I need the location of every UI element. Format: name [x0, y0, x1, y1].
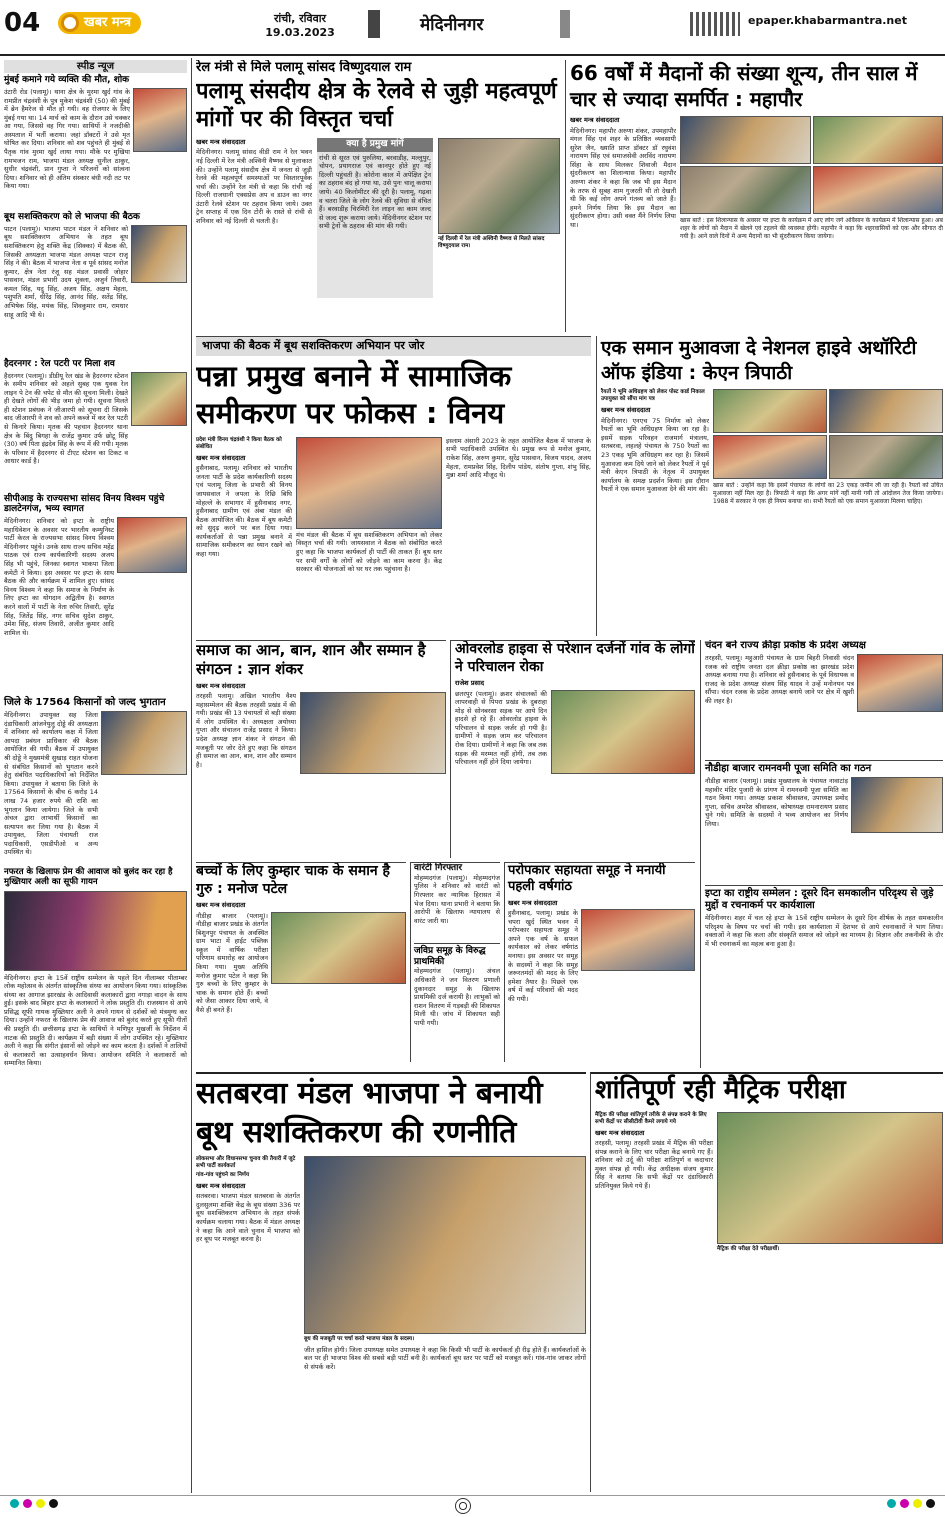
byline: खबर मन्त्र संवाददाता	[196, 1181, 246, 1190]
band-story	[196, 336, 591, 638]
story-headline: मुंबई कमाने गये व्यक्ति की मौत, शोक	[4, 75, 130, 86]
story-body: नौडीहा बाजार (पलामू)। प्रखंड मुख्यालय के पंचायत नावाटांड़ महावीर मंदिर पुजारी के प्रांगण में रामनवमी पूजा समिति का गठन किया गया। अध्यक्ष प्रकाश श्रीवास्तव, उपाध्यक्ष प्रमोद गुप्ता, सचिव अमरेश श्रीवास्तव, कोषाध्यक्ष रामनारायण प्रसाद चुने गये। समिति के सदस्यों ने भव्य आयोजन का निर्णय लिया।	[705, 777, 848, 828]
story-photo	[713, 435, 827, 479]
color-swatches	[885, 1499, 937, 1511]
divider	[368, 10, 380, 38]
logo-icon	[61, 14, 79, 32]
story-photo	[300, 692, 446, 774]
box-title: क्या है प्रमुख मांगें	[317, 138, 433, 152]
brand-logo	[58, 12, 141, 34]
headline: पलामू संसदीय क्षेत्र के रेलवे से जुड़ी महत्वपूर्ण मांगों पर की विस्तृत चर्चा	[196, 78, 557, 133]
story-photo	[829, 389, 943, 433]
photo-caption: बूथ की मजबूती पर चर्चा करते भाजपा मंडल के सदस्य।	[304, 1336, 415, 1342]
top-center-story	[196, 60, 560, 320]
story-photo	[133, 88, 187, 152]
kicker: भाजपा की बैठक में बूथ सशक्तिकरण अभियान पर जोर	[196, 337, 591, 356]
story-photo	[131, 225, 187, 283]
byline: खबर मन्त्र संवाददाता	[601, 406, 651, 415]
registration-mark-icon	[455, 1498, 471, 1517]
headline: 66 वर्षों में मैदानों की संख्या शून्य, तीन साल में चार से ज्यादा समर्पित : महापौर	[570, 61, 918, 111]
right-mid-story	[596, 336, 943, 636]
row3-left-story	[196, 640, 446, 858]
byline: खबर मन्त्र संवाददाता	[196, 453, 246, 462]
story-photo	[304, 1156, 586, 1334]
story-photo	[438, 138, 560, 234]
row3-right-stories	[700, 640, 943, 1068]
story-photo	[813, 116, 944, 164]
row4-right-story	[504, 862, 695, 1062]
story-body: छतरपुर (पलामू)। क्रशर संचालकों की लापरवाही से पिपरा प्रखंड के दुबराहा मोड़ से सोनबरसा सड़क पर आये दिन हादसे हो रहे हैं। ओवरलोड हाइवा के परिचालन से सड़क जर्जर हो गयी है। ग्रामीणों ने सड़क जाम कर परिचालन रोक दिया। ग्रामीणों ने कहा कि जब तक सड़क की मरम्मत नहीं होगी, तब तक परिचालन नहीं होने दिया जायेगा।	[455, 689, 547, 767]
photo-caption: मैट्रिक की परीक्षा देते परीक्षार्थी।	[717, 1245, 780, 1252]
bottom-left-story	[196, 1072, 586, 1492]
story-body: पाटन (पलामू)। भाजपा पाटन मंडल ने शनिवार को बूथ सशक्तिकरण अभियान के तहत बूथ सशक्तिकरण हेतु शक्ति केंद्र (सिक्का) में बैठक की, जिसकी अध्यक्षता भाजपा मंडल अध्यक्ष पाटन राजू सिंह ने की। बैठक में भाजपा नेता व पूर्व सांसद मनोज कुमार, क्षेत्र नेता रंजू सह मंडल प्रवासी जोहार पासवान, मंडल प्रभारी उदय शुक्ला, अजुर्न तिवारी, कमल सिंह, यदु सिंह, अजय सिंह, अक्षय मेहता, पशुपति शर्मा, धीरेंद्र सिंह, आनंद सिंह, सतेंद्र सिंह, अभिषेक सिंह, मयंक सिंह, शिवकुमार राम, रामधार साहू आदि भी थे।	[4, 224, 128, 319]
story-body: मेदिनीनगर। शनिवार को इप्टा के राष्ट्रीय महाधिवेशन के अवसर पर भारतीय कम्युनिस्ट पार्टी केरल के राज्यसभा सांसद विनय विश्वम मेदिनीनगर पहुंचे। उनके साथ राज्य सचिव महेंद्र पाठक एवं राज्य कार्यकारिणी सदस्य अजय सिंह भी पहुंचे, जिनका स्वागत भाकपा जिला कमेटी ने किया। इस अवसर पर इप्टा के साथ बैठक की और कार्यक्रम में शामिल हुए। सांसद विनय विश्वम ने कहा कि समाज के निर्माण के लिए इप्टा का योगदान अद्वितीय है। स्वागत करने वालों में पार्टी के नेता रुचिर तिवारी, सुरेंद्र सिंह, जितेंद्र सिंह, नगर सचिव सुदेश ठाकुर, उमेश सिंह, संजय तिवारी, अजीत कुमार आदि शामिल थे।	[4, 517, 114, 637]
byline: खबर मन्त्र संवाददाता	[508, 898, 558, 907]
bullet: लोकसभा और विधानसभा चुनाव की तैयारी में जुटे सभी पार्टी कार्यकर्ता	[196, 1156, 296, 1169]
story-photo	[101, 711, 187, 775]
story-photo	[131, 372, 187, 426]
swatch-yellow	[913, 1499, 922, 1508]
story-body: जीत हासिल होगी। जिला उपाध्यक्ष समेत उपाध्यक्ष ने कहा कि किसी भी पार्टी के कार्यकर्ता ही रीढ़ होते हैं। कार्यकर्ताओं के बल पर ही भाजपा विश्व की सबसे बड़ी पार्टी बनी है। कार्यकर्ता बूथ स्तर पर पार्टी को मजबूत करें। गांव-गांव जाकर लोगों से संपर्क करें।	[304, 1345, 586, 1372]
story-headline: बूथ सशक्तिकरण को ले भाजपा की बैठक	[4, 211, 140, 222]
byline: खबर मन्त्र संवाददाता	[595, 1128, 645, 1137]
story-body: इस्लाम अंसारी 2023 के तहत आयोजित बैठक में भाजपा के सभी पदाधिकारी उपस्थित थे। प्रमुख रूप से मनोज कुमार, राकेश सिंह, अरुण कुमार, सुरेंद्र पासवान, विजय यादव, अजय मेहता, रामप्रवेश सिंह, दिलीप पांडेय, संतोष गुप्ता, शंभु सिंह, मुन्ना शर्मा आदि मौजूद थे।	[446, 436, 591, 480]
headline: इप्टा का राष्ट्रीय सम्मेलन : दूसरे दिन समकालीन परिदृश्य से जुड़े मुद्दों व रचनाकर्म पर कार्यशाला	[705, 885, 943, 912]
story-photo	[680, 116, 811, 164]
swatch-magenta	[23, 1499, 32, 1508]
kicker: रेल मंत्री से मिले पलामू सांसद विष्णुदयाल राम	[196, 60, 412, 75]
swatch-black	[49, 1499, 58, 1508]
bottom-right-story	[590, 1072, 943, 1492]
headline: ओवरलोड हाइवा से परेशान दर्जनों गांव के लोगों ने परिचालन रोका	[455, 641, 695, 675]
story-body: तरहसी, पलामू। महुआरी पंचायत के ग्राम बिहरी निवासी चंदन रजक को राष्ट्रीय जनता दल क्रीड़ा प्रकोष्ठ का झारखंड प्रदेश अध्यक्ष बनाया गया है। शनिवार को हुसैनाबाद के पूर्व विधायक व राजद के प्रदेश अध्यक्ष संजय सिंह यादव ने उन्हें मनोनयन पत्र सौंपा। चंदन रजक के प्रदेश अध्यक्ष बनाये जाने पर क्षेत्र में खुशी की लहर है।	[705, 654, 854, 705]
bullet: गांव-गांव पहुंचने का निर्णय	[196, 1171, 250, 1178]
story-headline: सीपीआइ के राज्यसभा सांसद विनय विश्वम पहुंचे डालटेनगंज, भव्य स्वागत	[4, 493, 165, 515]
story-photo	[813, 166, 944, 214]
story-photo	[117, 517, 187, 573]
left-column	[0, 58, 192, 1493]
epaper-link[interactable]: epaper.khabarmantra.net	[748, 14, 907, 27]
story-body: हुसैनाबाद, पलामू। शनिवार को भारतीय जनता पार्टी के प्रदेश कार्यकारिणी सदस्य एवं पलामू जिला के प्रभारी श्री विनय जायसवाल ने जपला के रिछि बिघि मोहल्ले के सभागार में हुसैनाबाद नगर, हुसैनाबाद ग्रामीण एवं अंबा मंडल की बैठक आयोजित की। बैठक में बूथ कमेटी को सुदृढ़ करने पर बल दिया गया। कार्यकर्ताओं से पन्ना प्रमुख बनाने में सामाजिक समीकरण का ध्यान रखने को कहा गया।	[196, 464, 292, 558]
bullet: रैयतों ने भूमि अधिग्रहण को लेकर पोस्ट कार्ड निकाल उपायुक्त को सौंपा मांग पत्र	[601, 389, 705, 403]
headline: पन्ना प्रमुख बनाने में सामाजिक समीकरण पर फोकस : विनय	[196, 358, 512, 431]
barcode-strip	[690, 12, 740, 36]
print-marks	[0, 1495, 945, 1517]
box-body: रांची से सूरत एवं पुरुलिया, बरवाडीह, मल्लुपुर, चोपन, प्रयागराज एवं कानपुर होते हुए नई दिल्ली पहुंचती है। कोरोना काल में अपेक्षित ट्रेन का ठहराव बंद हो गया था, उसे पुनः चालू कराया जाये। 40 किलोमीटर की दूरी है। पलामू, गढ़वा व चतरा जिले के लोग रेलवे की सुविधा से वंचित हैं। बरवाडीह चिरमिरी रेल लाइन का काम जल्द से जल्द शुरू कराया जाये। मेदिनीनगर स्टेशन पर सभी ट्रेनों के ठहराव की मांग की गयी।	[319, 153, 431, 231]
byline: खबर मन्त्र संवाददाता	[196, 901, 246, 909]
story-body: मेदिनीनगर। इप्टा के 15वें राष्ट्रीय सम्मेलन के पहले दिन नीलाम्बर पीताम्बर लोक महोत्सव के अंतर्गत सांस्कृतिक संध्या का आयोजन किया गया। सांस्कृतिक संध्या का आगाज झारखंड के आदिवासी कलाकारों द्वारा नगाड़ा वादन के साथ हुई। इसके बाद बिहार इप्टा के कलाकारों ने लोक प्रस्तुति दी। राजस्थान से आये प्रसिद्ध सूफी गायक मुख्तियार अली ने अपने गायन से दर्शकों को मंत्रमुग्ध कर दिया। उन्होंने नफरत के खिलाफ प्रेम की आवाज को बुलंद करते हुए सूफी गीतों की प्रस्तुति दी। छत्तीसगढ़ इप्टा के साथियों ने मणिपुर मुखर्जी के निर्देशन में नाटक की प्रस्तुति दी। कार्यक्रम में बड़ी संख्या में लोग उपस्थित रहे। मुख्तियार अली ने कहा कि संगीत इंसानों को जोड़ने का काम करता है। दर्शकों ने तालियों से कलाकारों का उत्साहवर्धन किया। आयोजन समिति ने कलाकारों को सम्मानित किया।	[4, 973, 187, 1068]
divider	[560, 10, 570, 38]
photo-caption: खास बातें : उन्होंने कहा कि इसमें पंचायत के लोगों का 23 एकड़ जमीन ली जा रही है। रैयतों को उचित मुआवजा नहीं मिल रहा है। त्रिपाठी ने कहा कि अगर मांगें नहीं मानी गयी तो आंदोलन तेज किया जायेगा। 1988 में सरकार ने एक ही नियम बनाया था। सभी रैयतों को एक समान मुआवजा मिलना चाहिए।	[713, 482, 943, 506]
headline: शांतिपूर्ण रही मैट्रिक परीक्षा	[595, 1075, 846, 1105]
story-body: उंटारी रोड (पलामू)। थाना क्षेत्र के मुरमा खुर्द गांव के रामप्रीत चंद्रवंशी के पुत्र मुकेश चंद्रवंशी (50) की मुंबई में ब्रेन हैमरेज से मौत हो गयी। वह रोजगार के लिए मुंबई गया था। 14 मार्च को काम के दौरान उसे चक्कर आ गया, जिससे वह गिर गया। साथियों ने नजदीकी अस्पताल में भर्ती कराया। जहां डॉक्टरों ने उसे मृत घोषित कर दिया। शनिवार को शव पहुंचते ही मुंबई से पैतृक गांव मुरमा खुर्द लाया गया। मौके पर मुखिया रामभजन राम, भाजपा मंडल अध्यक्ष सुनील ठाकुर, सुधीर चंद्रवंशी, प्रान गुप्ता ने परिजनों को सांत्वना दिया। शनिवार को ही अंतिम संस्कार बंधी नदी तट पर किया गया।	[4, 87, 130, 191]
row4-mid-briefs	[410, 862, 500, 1062]
story-body: तरहसी, पलामू। तरहसी प्रखंड में मैट्रिक की परीक्षा संपन्न कराने के लिए चार परीक्षा केंद्र बनाये गए हैं। शनिवार को उर्दू की परीक्षा शांतिपूर्ण व कदाचार मुक्त संपन्न हो गयी। केंद्र अधीक्षक संजय कुमार सिंह ने बताया कि सभी केंद्रों पर दंडाधिकारी प्रतिनियुक्त किये गये हैं।	[595, 1139, 713, 1191]
page-number: 04	[4, 8, 41, 38]
swatch-cyan	[10, 1499, 19, 1508]
story-photo	[4, 891, 187, 971]
headline: सतबरवा मंडल भाजपा ने बनायी बूथ सशक्तिकरण की रणनीति	[196, 1076, 543, 1150]
story-body: मोहम्मदगंज (पलामू)। अंचल अधिकारी ने जन वितरण प्रणाली दुकानदार समूह के खिलाफ प्राथमिकी दर्ज करायी है। लाभुकों को राशन वितरण में गड़बड़ी की शिकायत मिली थी। जांच में शिकायत सही पायी गयी।	[414, 967, 500, 1027]
photo-caption: खास बातें : इस शिलान्यास के अवसर पर इप्टा के कार्यक्रम में आए लोग जगे ओवैसान के कार्यक्रम में शिलान्यास हुआ। अब शहर के लोगों को मैदान में खेलने एवं टहलने की व्यवस्था होगी। महापौर ने कहा कि शहरवासियों को एक और सौगात दी गयी है। आने वाले दिनों में अन्य मैदानों का भी सुंदरीकरण किया जायेगा।	[680, 217, 943, 240]
bullet: मैट्रिक की परीक्षा शांतिपूर्ण तरीके से संपन्न कराने के लिए सभी केंद्रों पर सीसीटीवी कैमरे लगाये गये	[595, 1111, 707, 1125]
story-body: हैदरनगर (पलामू)। डीडीयू रेल खंड के हैदरनगर स्टेशन के समीप शनिवार को अहले सुबह एक युवक रेल लाइन पे टेन की चपेट से मौत की सूचना मिली। देखते ही देखते लोगों की भीड़ जमा हो गयी। सूचना मिलते ही स्टेशन प्रबंधक ने जीआरपी को सूचना दी जिसके बाद जीआरपी ने शव को अपने कब्जे में कर रेल पटरी से किनारे किया। मृतक की पहचान हैदरनगर थाना क्षेत्र के बिंदु बिगहा के राजेंद्र कुमार उर्फ छोटू सिंह (30) वर्ष पिता इंद्रदेव सिंह के रूप में की गयी। मृतक के परिवार में हैदरनगर से टीएट स्टेशन का टिकट व आधार कार्ड है।	[4, 371, 128, 466]
story-photo	[581, 909, 695, 971]
story-photo	[713, 389, 827, 433]
swatch-yellow	[36, 1499, 45, 1508]
headline: वारंटी गिरफ्तार	[414, 863, 463, 873]
story-photo	[296, 437, 442, 529]
story-body: मोहम्मदगंज (पलामू)। मोहम्मदगंज पुलिस ने शनिवार को वारंटी को गिरफ्तार कर न्यायिक हिरासत में भेज दिया। थाना प्रभारी ने बताया कि आरोपी के खिलाफ न्यायालय से वारंट जारी था।	[414, 873, 500, 925]
speed-news-tag: स्पीड न्यूज	[4, 60, 187, 73]
byline: खबर मन्त्र संवाददाता	[570, 116, 620, 124]
story-headline: हैदरनगर : रेल पटरी पर मिला शव	[4, 358, 115, 369]
color-swatches	[8, 1499, 60, 1511]
byline: खबर मन्त्र संवाददाता	[196, 137, 246, 146]
swatch-magenta	[900, 1499, 909, 1508]
bullet: प्रदेश मंत्री विनय चंद्रवंशी ने किया बैठक को संबोधित	[196, 436, 282, 450]
story-body: नौडीहा बाजार (पलामू)। नौडीहा बाजार प्रखंड के अंतर्गत बिशुनपुर पंचायत के अवस्थित ग्राम भाटा में हाईट पब्लिक स्कूल में वार्षिक परीक्षा परिणाम समारोह का आयोजन किया गया। मुख्य अतिथि मनोज कुमार पटेल ने कहा कि गुरु बच्चों के लिए कुम्हार के चाक के समान होते हैं। बच्चों को जैसा आकार दिया जाये, वे वैसे ही बनते हैं।	[196, 911, 268, 1014]
story-photo	[857, 654, 943, 712]
story-body: मेदिनीनगर। शहर में चल रहे इप्टा के 15वें राष्ट्रीय सम्मेलन के दूसरे दिन शीर्षक के तहत समकालीन परिदृश्य के विषय पर चर्चा की गयी। इस कार्यशाला में देशभर से आये रचनाकारों ने भाग लिया। वक्ताओं ने कहा कि कला और संस्कृति समाज को जोड़ने का माध्यम है। विज्ञान और तकनीकी के दौर में भी रचनाकर्म का महत्व बना हुआ है।	[705, 914, 943, 948]
story-photo	[680, 166, 811, 214]
headline: एक समान मुआवजा दे नेशनल हाइवे अथॉरिटी ऑफ इंडिया : केएन त्रिपाठी	[601, 337, 917, 384]
story-headline: जिले के 17564 किसानों को जल्द भुगतान	[4, 697, 166, 709]
story-body: मेदिनीनगर। उपायुक्त सह जिला दंडाधिकारी आंजनेयुलु दोड्डे की अध्यक्षता में शनिवार को कार्यालय कक्ष में जिला आपदा प्रबंधन प्राधिकार की बैठक आयोजित की गयी। बैठक में उपायुक्त श्री दोड्डे ने मुख्यमंत्री सुखाड़ राहत योजना से संबंधित किसानों को भुगतान करने हेतु संबंधित पदाधिकारियों को निर्देशित किया। उपायुक्त ने बताया कि जिले के 17564 किसानों के बीच 6 करोड़ 14 लाख 74 हजार रुपये की राशि का भुगतान किया जायेगा। जिले के सभी अंचल द्वारा लाभार्थी किसानों का सत्यापन कर लिया गया है। बैठक में उपायुक्त, जिला पंचायती राज पदाधिकारी, एसडीपीओ व अन्य उपस्थित थे।	[4, 711, 98, 857]
photo-caption: नई दिल्ली में रेल मंत्री अश्विनी वैष्णव से मिलते सांसद विष्णुदयाल राम।	[438, 235, 545, 249]
top-right-story	[565, 60, 943, 332]
city-day: रांची, रविवार	[273, 12, 327, 25]
story-body: हुसैनाबाद, पलामू। प्रखंड के चपरा खुर्द स्थित भवन में परोपकार सहायता समूह ने अपने एक वर्ष के सफल कार्यकाल को लेकर वर्षगांठ मनाया। इस अवसर पर समूह के सदस्यों ने कहा कि समूह जरूरतमंदों की मदद के लिए हमेशा तैयार है। पिछले एक वर्ष में कई परिवारों की मदद की गयी।	[508, 909, 578, 1003]
story-body: मेदिनीनगर। एनएच 75 निर्माण को लेकर रैयतों का भूमि अधिग्रहण किया जा रहा है। इसमें सड़क परिवहन राजमार्ग मंत्रालय, सतबरवा, लहलहे पंचायत के 750 रैयतों का 23 एकड़ भूमि अधिग्रहण कर रहा है। जिसमें मुआवजा कम दिये जाने को लेकर रैयतों ने पूर्व मंत्री केएन त्रिपाठी के नेतृत्व में उपायुक्त कार्यालय के समक्ष प्रदर्शन किया। इस दौरान रैयतों ने एक समान मुआवजा देने की मांग की।	[601, 416, 709, 494]
swatch-cyan	[887, 1499, 896, 1508]
story-photo	[851, 777, 943, 833]
headline: समाज का आन, बान, शान और सम्मान है संगठन : ज्ञान शंकर	[196, 641, 426, 678]
story-body: मंच मंडल की बैठक में बूथ सशक्तिकरण अभियान को लेकर विस्तृत चर्चा की गयी। जायसवाल ने बैठक को संबोधित करते हुए कहा कि भाजपा कार्यकर्ता ही पार्टी की ताकत हैं। बूथ स्तर पर सभी वर्गों के लोगों को जोड़ने का काम करना है। केंद्र सरकार की योजनाओं को घर घर तक पहुंचाना है।	[296, 530, 442, 574]
row4-left-story	[196, 862, 406, 1062]
story-body: सतबरवा। भाजपा मंडल सतबरवा के अंतर्गत दुलसुलमा शक्ति केंद्र के बूथ संख्या 336 पर बूथ सशक्तिकरण अभियान के तहत संपर्क कार्यक्रम चलाया गया। बैठक में मंडल अध्यक्ष ने कहा कि आने वाले चुनाव में भाजपा को हर बूथ पर मजबूत करना है।	[196, 1192, 300, 1244]
story-photo	[829, 435, 943, 479]
edition-name: मेदिनीनगर	[420, 15, 484, 35]
swatch-black	[926, 1499, 935, 1508]
issue-date: 19.03.2023	[265, 25, 335, 39]
story-body: मेदिनीनगर। महापौर अरुणा शंकर, उपमहापौर मंगल सिंह एवं शहर के प्रतिष्ठित व्यवसायी सुरेश जैन, ख्याति प्राप्त डॉक्टर डॉ रघुवंश नारायण सिंह एवं समाजसेवी अरविंद नारायण सिंहा के साथ मिलकर शिवाजी मैदान सुंदरीकरण का शिलान्यास किया। महापौर अरुणा शंकर ने कहा कि जब भी इस मैदान के तरफ से सुबह शाम गुजरती थी तो देखती थी कि कई लोग अपने गंतव्य को जाते हैं। हमने निर्णय लिया कि इस मैदान का सुंदरीकरण होगा। उसी वक्त मैंने निर्णय लिया था।	[570, 126, 676, 229]
brand-name: खबर मन्त्र	[84, 15, 132, 30]
story-body: तरहसी पलामू। अखिल भारतीय वैश्य महासम्मेलन की बैठक तरहसी प्रखंड में की गयी। प्रखंड की 13 पंचायतों से बड़ी संख्या में लोग उपस्थित थे। अध्यक्षता अयोध्या गुप्ता और संचालन राजेंद्र प्रसाद ने किया। प्रदेश अध्यक्ष ज्ञान शंकर ने संगठन की मजबूती पर जोर देते हुए कहा कि संगठन ही समाज का आन, बान, शान और सम्मान है।	[196, 692, 296, 769]
story-photo	[551, 690, 695, 774]
byline: खबर मन्त्र संवाददाता	[196, 681, 246, 690]
dateline	[240, 12, 360, 40]
story-headline: नफरत के खिलाफ प्रेम की आवाज को बुलंद कर रहा है मुख्तियार अली का सूफी गायन	[4, 867, 173, 888]
story-body: मेदिनीनगर। पलामू सांसद वीडी राम ने रेल भवन नई दिल्ली में रेल मंत्री अश्विनी वैष्णव से मुलाकात की। उन्होंने पलामू संसदीय क्षेत्र में जनता से जुड़ी रेलवे की महत्वपूर्ण समस्याओं पर विस्तारपूर्वक चर्चा की। उन्होंने रेल मंत्री से कहा कि रांची नई दिल्ली राजधानी एक्सप्रेस अप व डाउन का नगर उंटारी रेलवे स्टेशन पर ठहराव किया जाये। उक्त ट्रेन सप्ताह में एक दिन टोरी के रास्ते से रांची से शनिवार को नई दिल्ली से चलती है।	[196, 148, 312, 225]
byline: राजेश प्रसाद	[455, 679, 485, 687]
masthead	[0, 0, 945, 56]
row3-mid-story	[450, 640, 695, 858]
headline: परोपकार सहायता समूह ने मनायी पहली वर्षगांठ	[508, 863, 666, 895]
headline: नौडीहा बाजार रामनवमी पूजा समिति का गठन	[705, 760, 943, 775]
headline: बच्चों के लिए कुम्हार चाक के समान है गुरु : मनोज पटेल	[196, 863, 390, 897]
headline: जविप्र समूह के विरुद्ध प्राथमिकी	[414, 943, 500, 968]
story-photo	[271, 912, 406, 984]
headline: चंदन बने राज्य क्रीड़ा प्रकोष्ठ के प्रदेश अध्यक्ष	[705, 640, 866, 651]
story-photo	[717, 1112, 943, 1244]
